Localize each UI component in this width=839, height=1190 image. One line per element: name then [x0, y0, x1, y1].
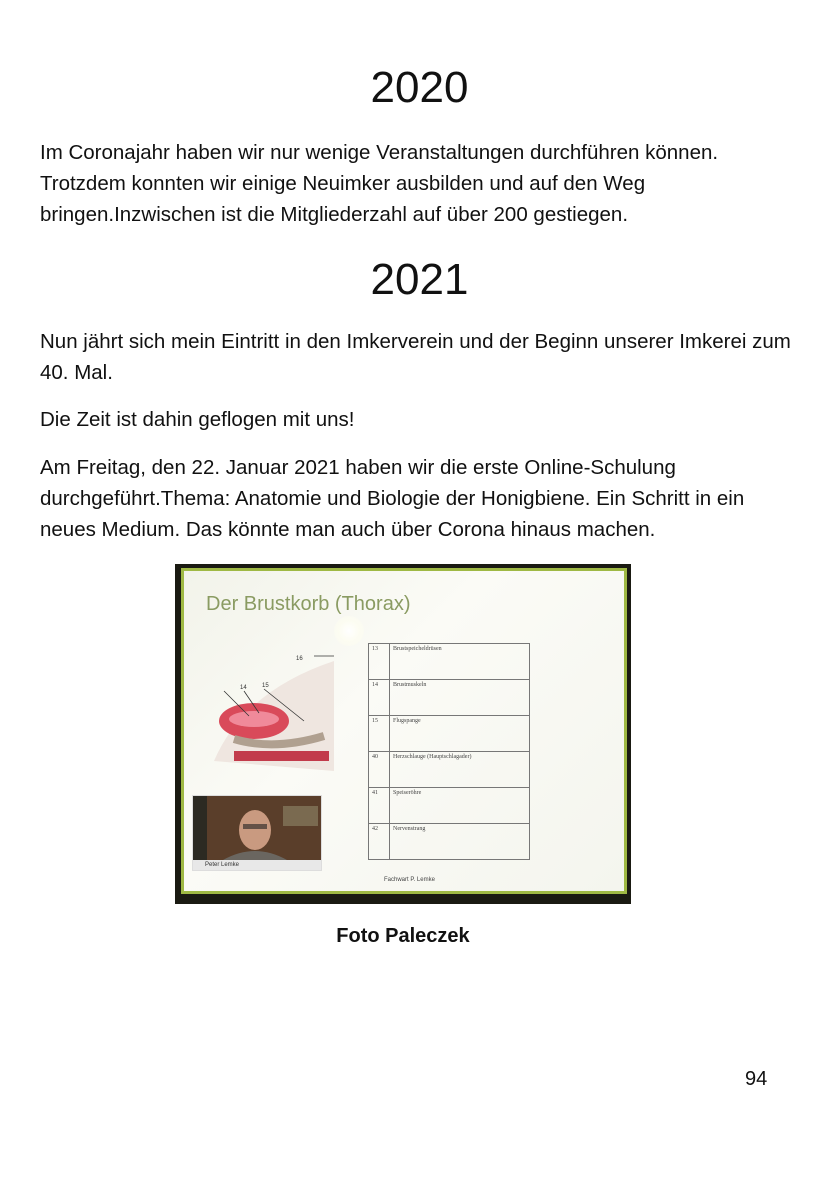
diagram-label: 14 — [240, 685, 247, 691]
participant-name: Peter Lemke — [193, 860, 321, 870]
presentation-slide — [181, 568, 627, 894]
paragraph-anniversary: Nun jährt sich mein Eintritt in den Imkerverein und der Beginn unserer Imkerei zum 40. Mal. — [40, 330, 791, 384]
online-training-photo — [175, 564, 631, 904]
paragraph-online-training: Am Freitag, den 22. Januar 2021 haben wir die erste Online-Schulung durchgeführt.Thema: Anatomie und Biologie der Honigbiene. Ein Schritt in ein neues Medium. Das könnte man auch über Corona hinaus machen. — [40, 456, 745, 541]
legend-row — [369, 716, 530, 752]
paragraph-2020: Im Coronajahr haben wir nur wenige Veranstaltungen durchführen können. Trotzdem konnten wir einige Neuimker ausbilden und auf den Weg bringen.Inzwischen ist die Mitgliederzahl auf über 200 gestiegen. — [40, 141, 719, 226]
legend-number: 15 — [369, 716, 390, 752]
legend-number: 14 — [369, 680, 390, 716]
paragraph-time-flown: Die Zeit ist dahin geflogen mit uns! — [40, 408, 355, 431]
legend-label: Nervenstrang — [390, 824, 530, 860]
diagram-label: 15 — [262, 683, 269, 689]
legend-number: 41 — [369, 788, 390, 824]
person-video-feed — [193, 796, 321, 860]
thorax-diagram — [204, 651, 354, 801]
diagram-label: 16 — [296, 656, 303, 662]
light-reflection — [334, 616, 364, 646]
legend-row — [369, 680, 530, 716]
legend-row — [369, 752, 530, 788]
year-heading-2021: 2021 — [370, 255, 469, 304]
legend-table — [368, 643, 530, 860]
webcam-thumbnail — [192, 795, 322, 871]
legend-number: 13 — [369, 644, 390, 680]
legend-row — [369, 644, 530, 680]
slide-footer: Fachwart P. Lemke — [384, 877, 435, 883]
legend-number: 42 — [369, 824, 390, 860]
legend-label: Brustspeicheldrüsen — [390, 644, 530, 680]
photo-caption: Foto Paleczek — [336, 925, 470, 947]
legend-label: Herzschlauge (Hauptschlagader) — [390, 752, 530, 788]
year-heading-2020: 2020 — [370, 63, 469, 112]
legend-number: 40 — [369, 752, 390, 788]
legend-label: Brustmuskeln — [390, 680, 530, 716]
legend-row — [369, 788, 530, 824]
page-number: 94 — [745, 1068, 768, 1090]
slide-title: Der Brustkorb (Thorax) — [206, 593, 411, 615]
legend-row — [369, 824, 530, 860]
legend-label: Flugspange — [390, 716, 530, 752]
legend-label: Speiseröhre — [390, 788, 530, 824]
